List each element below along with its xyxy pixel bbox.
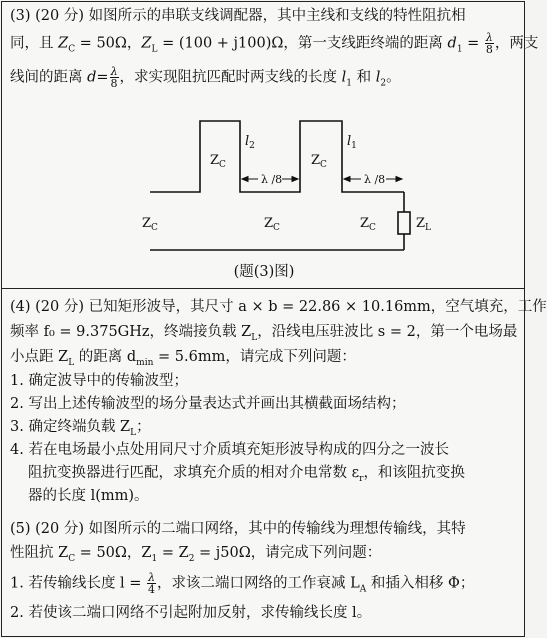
q4-item-4-line-2: 阻抗变换器进行匹配，求填充介质的相对介电常数 $\varepsilon_r$，和该阻抗变换 <box>28 465 465 484</box>
q5-line-2: 性阻抗 $Z_C = 50\Omega$，$Z_1 = Z_2 = j50\Omega$，请完成下列问题： <box>10 545 382 564</box>
fraction-lambda-8-2: $\frac{\lambda}{8}$ <box>110 65 118 90</box>
fraction-lambda-8: $\frac{\lambda}{8}$ <box>485 31 493 56</box>
q4-item-3: 3. 确定终端负载 $Z_L$； <box>10 419 151 438</box>
figure-caption: (题(3)图) <box>233 264 295 280</box>
q5-line-1: (5) (20 分) 如图所示的二端口网络，其中的传输线为理想传输线，其特 <box>10 521 466 537</box>
gap-label-1: λ /8 <box>261 173 283 186</box>
q3-line-3: 线间的距离 d= $\frac{\lambda}{8}$ ，求实现阻抗匹配时两支线的长度 $l_1$ 和 $l_2$。 <box>10 65 401 90</box>
q5-item-2: 2. 若使该二端口网络不引起附加反射，求传输线长度 l。 <box>10 605 372 621</box>
q4-item-2: 2. 写出上述传输波型的场分量表达式并画出其横截面场结构； <box>10 396 406 412</box>
main-line-impedance-2: $Z_C$ <box>264 216 280 233</box>
gap-label-2: λ /8 <box>364 173 386 186</box>
main-line-impedance-3: $Z_C$ <box>360 216 376 233</box>
stub1-impedance-label: $Z_C$ <box>311 153 327 170</box>
q4-item-1: 1. 确定波导中的传输波型； <box>10 373 188 389</box>
q4-line-3: 小点距 $Z_L$ 的距离 $d_{min} = 5.6mm$，请完成下列问题： <box>10 349 356 368</box>
question-3-box <box>1 1 539 289</box>
q3-line-1: (3) (20 分) 如图所示的串联支线调配器，其中主线和支线的特性阻抗相 <box>10 8 466 24</box>
main-line-impedance-1: $Z_C$ <box>142 216 158 233</box>
fraction-lambda-4: $\frac{\lambda}{4}$ <box>148 571 156 596</box>
q4-line-1: (4) (20 分) 已知矩形波导，其尺寸 a × b = 22.86 × 10.16mm，空气填充，工作 <box>10 299 547 315</box>
q5-item-1: 1. 若传输线长度 l = $\frac{\lambda}{4}$ ，求该二端口网络的工作衰减 $L_A$ 和插入相移 Φ； <box>10 571 475 596</box>
q3-line-2: 同，且 $Z_C = 50\Omega$，$Z_L = (100 + j100)\Omega$，第一支线距终端的距离 $d_1$ = $\frac{\lambda}{8}$ ，两支 <box>10 31 539 56</box>
stub-l2-label: $l_2$ <box>245 134 255 151</box>
question-4-5-box <box>1 289 547 637</box>
q4-line-2: 频率 f₀ = 9.375GHz，终端接负载 $Z_L$，沿线电压驻波比 s = 2，第一个电场最 <box>10 324 518 343</box>
q4-item-4-line-1: 4. 若在电场最小点处用同尺寸介质填充矩形波导构成的四分之一波长 <box>10 442 449 458</box>
stub2-impedance-label: $Z_C$ <box>210 153 226 170</box>
load-impedance-label: $Z_L$ <box>416 216 432 233</box>
q4-item-4-line-3: 器的长度 l(mm)。 <box>28 488 149 504</box>
stub-l1-label: $l_1$ <box>347 134 357 151</box>
stub-tuner-diagram <box>2 107 526 257</box>
